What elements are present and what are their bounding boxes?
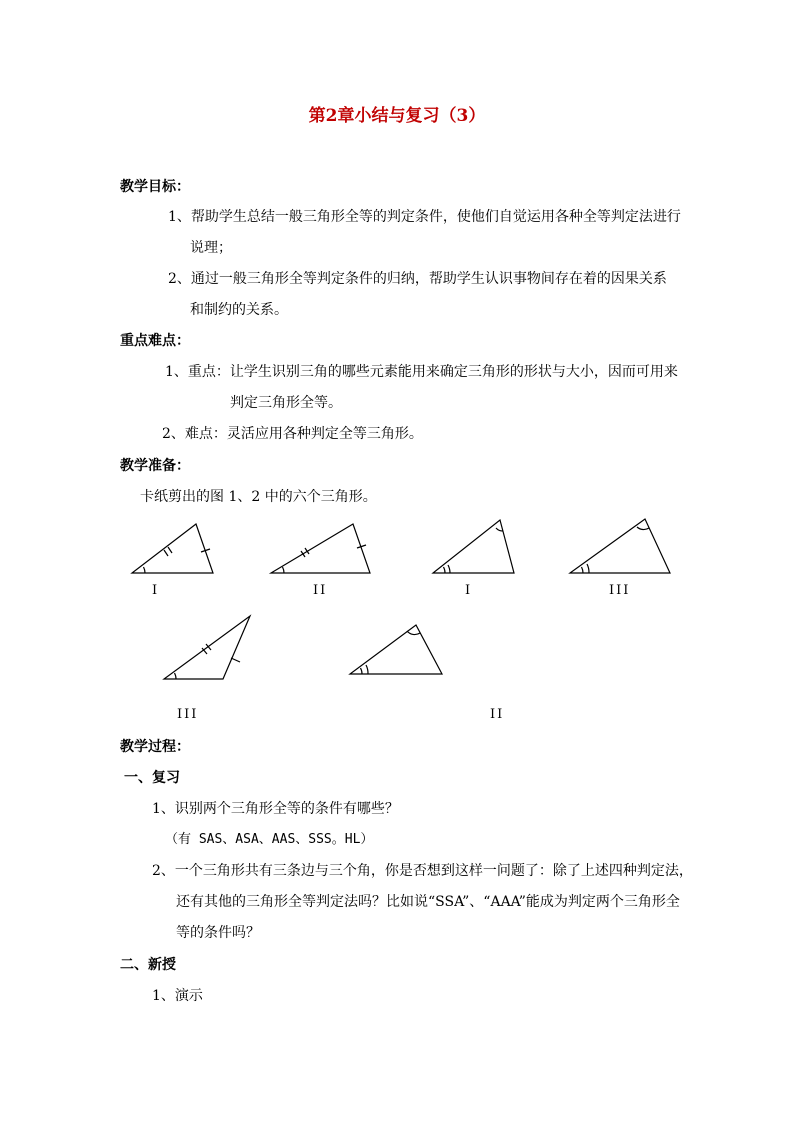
review-question-2-line-1: 2、一个三角形共有三条边与三个角，你是否想到这样一问题了：除了上述四种判定法， <box>152 863 693 879</box>
goals-item-2-line-2: 和制约的关系。 <box>190 302 288 318</box>
goals-heading: 教学目标： <box>120 179 190 195</box>
triangle-2 <box>271 524 370 573</box>
key-points-heading: 重点难点： <box>120 333 190 349</box>
figure-label-3: I <box>465 583 473 598</box>
prep-text: 卡纸剪出的图 1、2 中的六个三角形。 <box>140 489 377 505</box>
review-heading: 一、复习 <box>124 770 180 786</box>
new-lesson-heading: 二、新授 <box>120 957 176 973</box>
triangle-6 <box>350 625 442 674</box>
figure-label-1: I <box>152 583 160 598</box>
key-point-2: 2、难点：灵活应用各种判定全等三角形。 <box>162 426 423 442</box>
goals-item-1-line-1: 1、帮助学生总结一般三角形全等的判定条件，使他们自觉运用各种全等判定法进行 <box>168 209 681 225</box>
review-question-2-line-2: 还有其他的三角形全等判定法吗？比如说“SSA”、“AAA”能成为判定两个三角形全 <box>176 894 680 910</box>
figure-label-6: II <box>490 707 505 722</box>
goals-item-1-line-2: 说理； <box>190 240 232 256</box>
prep-heading: 教学准备： <box>120 458 190 474</box>
key-point-1-line-1: 1、重点：让学生识别三角的哪些元素能用来确定三角形的形状与大小，因而可用来 <box>165 364 678 380</box>
review-question-1: 1、识别两个三角形全等的条件有哪些？ <box>152 801 399 817</box>
goals-item-2-line-1: 2、通过一般三角形全等判定条件的归纳，帮助学生认识事物间存在着的因果关系 <box>168 271 667 287</box>
triangle-5 <box>164 616 250 679</box>
triangle-3 <box>433 520 514 573</box>
page-title: 第2章小结与复习（3） <box>308 106 486 126</box>
review-question-1-answer: （有 SAS、ASA、AAS、SSS。HL） <box>165 832 374 847</box>
triangle-4 <box>570 519 670 573</box>
process-heading: 教学过程： <box>120 739 190 755</box>
triangle-1 <box>132 524 213 573</box>
key-point-1-line-2: 判定三角形全等。 <box>230 395 342 411</box>
review-question-2-line-3: 等的条件吗？ <box>176 925 260 941</box>
demo-item: 1、演示 <box>152 988 203 1004</box>
figure-label-2: II <box>313 583 328 598</box>
figure-label-4: III <box>609 583 631 598</box>
figure-label-5: III <box>177 707 199 722</box>
